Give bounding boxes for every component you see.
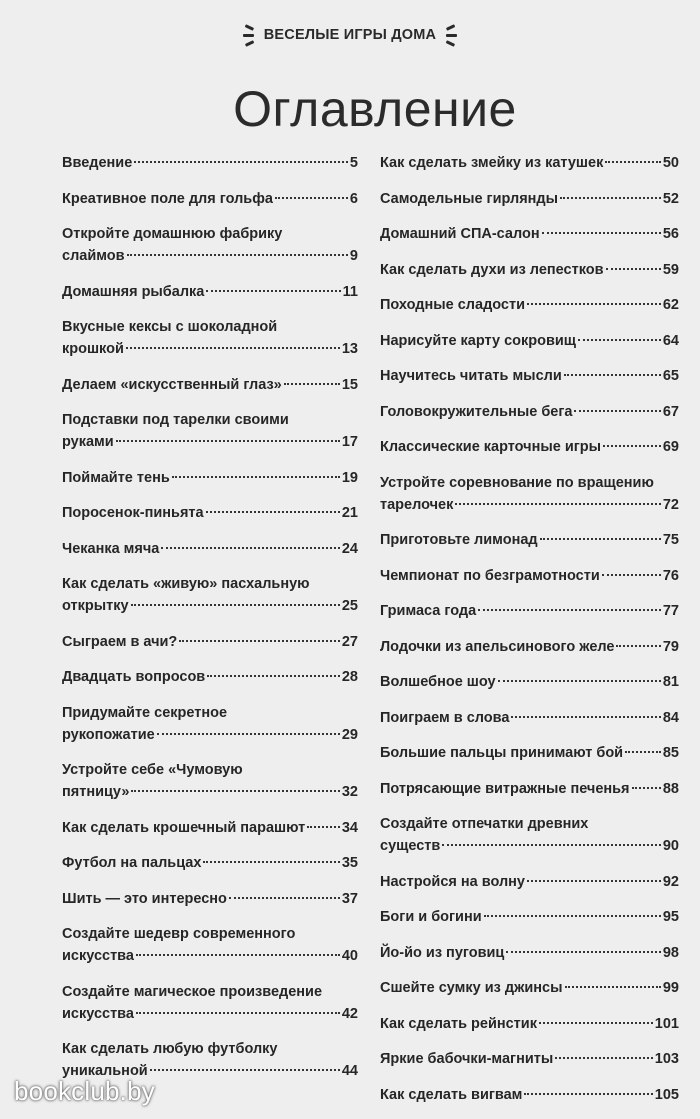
toc-page-number: 72 — [662, 496, 679, 513]
toc-page-number: 24 — [341, 540, 358, 557]
toc-page-number: 105 — [654, 1086, 679, 1103]
toc-entry-line — [380, 152, 679, 174]
toc-entry-line — [380, 188, 679, 210]
toc-entry — [62, 631, 358, 653]
toc-page-number: 15 — [341, 376, 358, 393]
toc-entry — [380, 472, 679, 516]
toc-entry-line — [380, 330, 679, 352]
toc-entry-title-continuation: крошкой — [62, 341, 124, 357]
toc-page-number: 5 — [349, 155, 358, 171]
book-title: ВЕСЕЛЫЕ ИГРЫ ДОМА — [263, 27, 437, 43]
toc-entry-line — [380, 906, 679, 928]
toc-page-number: 44 — [341, 1063, 358, 1079]
running-header — [0, 22, 700, 48]
toc-page-number: 19 — [341, 469, 358, 486]
toc-entry — [62, 281, 358, 303]
toc-entry-line — [380, 529, 679, 551]
toc-entry — [62, 817, 358, 839]
toc-page-number: 42 — [341, 1005, 358, 1022]
toc-entry — [380, 600, 679, 622]
toc-entry-line — [380, 707, 679, 729]
dot-leader — [442, 844, 661, 846]
toc-entry-line — [62, 781, 358, 803]
toc-entry — [62, 573, 358, 617]
toc-page-number: 85 — [662, 745, 679, 761]
dot-leader — [455, 503, 661, 505]
toc-entry-line — [380, 259, 679, 281]
toc-entry-title: Как сделать змейку из катушек — [380, 155, 604, 171]
toc-entry — [62, 223, 358, 267]
dot-leader — [511, 716, 660, 718]
toc-entry-title: Поросенок-пиньята — [62, 505, 204, 521]
toc-entry-line — [380, 365, 679, 387]
toc-page-number: 99 — [662, 980, 679, 996]
toc-entry-line — [380, 835, 679, 857]
toc-entry — [380, 1048, 679, 1070]
toc-entry — [380, 259, 679, 281]
dot-leader — [307, 826, 340, 828]
toc-entry-title: Гримаса года — [380, 603, 477, 619]
toc-page-number: 67 — [662, 403, 679, 420]
dot-leader — [206, 290, 340, 292]
dot-leader — [484, 915, 661, 917]
toc-entry-line — [62, 945, 358, 967]
toc-entry — [380, 365, 679, 387]
toc-entry-line — [380, 671, 679, 693]
toc-entry-line — [62, 666, 358, 688]
toc-entry-title: Как сделать рейнстик — [380, 1015, 537, 1032]
toc-entry-title: Боги и богини — [380, 909, 482, 925]
toc-entry-title: Креативное поле для гольфа — [62, 190, 273, 207]
toc-page-number: 65 — [662, 368, 679, 384]
toc-entry-title: Научитесь читать мысли — [380, 368, 562, 384]
toc-entry-title-continuation: искусства — [62, 948, 134, 964]
dot-leader — [565, 986, 661, 988]
toc-entry-title: Лодочки из апельсинового желе — [380, 638, 615, 655]
page-title: Оглавление — [233, 81, 517, 137]
dot-leader — [172, 476, 340, 478]
toc-entry-title: Приготовьте лимонад — [380, 532, 538, 548]
toc-entry — [380, 294, 679, 316]
toc-entry-title: Создайте отпечатки древних — [380, 816, 589, 832]
toc-entry-title: Самодельные гирлянды — [380, 190, 559, 207]
toc-entry-line — [380, 1013, 679, 1035]
toc-entry — [62, 374, 358, 396]
toc-entry — [62, 702, 358, 746]
toc-entry — [380, 565, 679, 587]
toc-entry-title: Придумайте секретное — [62, 704, 228, 721]
dot-leader — [275, 197, 348, 199]
toc-entry — [380, 152, 679, 174]
toc-entry — [62, 981, 358, 1025]
toc-right-column — [380, 152, 679, 1119]
toc-entry-title: Нарисуйте карту сокровищ — [380, 332, 577, 349]
toc-entry-title: Делаем «искусственный глаз» — [62, 376, 282, 393]
toc-entry-title: Потрясающие витражные печенья — [380, 780, 630, 797]
toc-entry-line — [62, 724, 358, 746]
dot-leader — [632, 787, 661, 789]
toc-entry-line — [62, 431, 358, 453]
dot-leader — [207, 675, 340, 677]
toc-entry — [380, 742, 679, 764]
toc-page-number: 59 — [662, 261, 679, 278]
toc-entry-line — [380, 494, 679, 516]
toc-page-number: 88 — [662, 780, 679, 797]
toc-entry — [62, 888, 358, 910]
toc-page-number: 13 — [341, 341, 358, 357]
toc-entry-title: Как сделать «живую» пасхальную — [62, 576, 310, 592]
toc-page-number: 75 — [662, 532, 679, 548]
toc-entry — [62, 316, 358, 360]
dot-leader — [478, 609, 661, 611]
watermark-text: bookclub.by — [14, 1076, 155, 1106]
toc-entry — [380, 813, 679, 857]
dot-leader — [126, 347, 340, 349]
header-right-burst-icon — [446, 22, 462, 48]
toc-entry-line — [380, 436, 679, 458]
toc-entry-line — [380, 1084, 679, 1106]
dot-leader — [150, 1069, 340, 1071]
toc-page-number: 6 — [349, 190, 358, 207]
toc-entry — [62, 467, 358, 489]
dot-leader — [555, 1057, 653, 1059]
toc-page-number: 37 — [341, 890, 358, 907]
toc-page-number: 21 — [341, 505, 358, 521]
toc-entry-title: Поймайте тень — [62, 469, 170, 486]
dot-leader — [524, 1093, 652, 1095]
toc-entry-title: Походные сладости — [380, 297, 526, 313]
toc-entry-title: Футбол на пальцах — [62, 855, 202, 871]
toc-page-number: 92 — [662, 873, 679, 890]
toc-entry — [380, 223, 679, 245]
dot-leader — [606, 268, 661, 270]
toc-entry — [380, 330, 679, 352]
toc-entry-title: Чеканка мяча — [62, 540, 160, 557]
toc-entry-title-continuation: тарелочек — [380, 496, 454, 513]
toc-entry-title: Настройся на волну — [380, 873, 525, 890]
toc-entry-title: Устройте себе «Чумовую — [62, 762, 243, 778]
toc-entry-title: Откройте домашнюю фабрику — [62, 226, 283, 242]
toc-entry-line — [62, 338, 358, 360]
toc-entry-title-continuation: рукопожатие — [62, 726, 155, 743]
toc-entry — [62, 852, 358, 874]
toc-entry-title-continuation: руками — [62, 434, 114, 450]
toc-page-number: 35 — [341, 855, 358, 871]
toc-entry-line — [380, 1048, 679, 1070]
toc-entry — [62, 409, 358, 453]
dot-leader — [564, 374, 661, 376]
toc-entry-line — [380, 223, 679, 245]
dot-leader — [206, 511, 340, 513]
toc-entry-title: Как сделать вигвам — [380, 1086, 523, 1103]
dot-leader — [625, 751, 661, 753]
toc-entry-title-continuation: слаймов — [62, 248, 125, 264]
toc-entry-title: Домашний СПА-салон — [380, 226, 540, 242]
dot-leader — [578, 339, 661, 341]
toc-entry-title-continuation: искусства — [62, 1005, 134, 1022]
toc-entry-title: Двадцать вопросов — [62, 669, 206, 685]
dot-leader — [134, 161, 348, 163]
toc-entry — [380, 188, 679, 210]
toc-entry-line — [62, 374, 358, 396]
toc-entry-title-continuation: пятницу» — [62, 784, 130, 800]
toc-entry-title: Головокружительные бега — [380, 403, 573, 420]
toc-entry-title: Создайте магическое произведение — [62, 983, 323, 1000]
toc-entry — [380, 871, 679, 893]
toc-entry-line — [62, 888, 358, 910]
toc-entry-line — [62, 188, 358, 210]
toc-entry-title-continuation: открытку — [62, 598, 129, 614]
toc-page-number: 64 — [662, 332, 679, 349]
toc-entry — [380, 671, 679, 693]
toc-page-number: 84 — [662, 709, 679, 726]
toc-entry-title: Домашняя рыбалка — [62, 283, 205, 300]
toc-page-number: 101 — [654, 1015, 679, 1032]
toc-entry — [380, 636, 679, 658]
toc-entry — [380, 942, 679, 964]
toc-entry-title: Введение — [62, 155, 133, 171]
toc-page-number: 50 — [662, 155, 679, 171]
toc-page-number: 9 — [349, 248, 358, 264]
toc-page-number: 79 — [662, 638, 679, 655]
toc-entry-line — [380, 742, 679, 764]
dot-leader — [616, 645, 660, 647]
dot-leader — [203, 861, 339, 863]
dot-leader — [539, 1022, 653, 1024]
dot-leader — [116, 440, 340, 442]
toc-entry — [62, 759, 358, 803]
toc-entry-title: Как сделать крошечный парашют — [62, 819, 306, 836]
toc-entry — [62, 923, 358, 967]
dot-leader — [527, 303, 661, 305]
toc-page-number: 52 — [662, 190, 679, 207]
toc-entry-line — [62, 631, 358, 653]
toc-page-number: 98 — [662, 944, 679, 961]
toc-entry-line — [62, 1003, 358, 1025]
dot-leader — [574, 410, 660, 412]
dot-leader — [229, 897, 340, 899]
dot-leader — [602, 574, 661, 576]
toc-page-number: 29 — [341, 726, 358, 743]
toc-entry — [380, 707, 679, 729]
toc-entry-line — [380, 778, 679, 800]
header-left-burst-icon — [238, 22, 254, 48]
toc-page-number: 103 — [654, 1051, 679, 1067]
toc-entry-title: Вкусные кексы с шоколадной — [62, 319, 278, 335]
toc-page-number: 81 — [662, 674, 679, 690]
toc-entry-line — [62, 502, 358, 524]
toc-entry-title: Йо-йо из пуговиц — [380, 944, 505, 961]
toc-entry-title: Создайте шедевр современного — [62, 926, 296, 942]
toc-entry-line — [62, 152, 358, 174]
dot-leader — [157, 733, 340, 735]
toc-entry-line — [380, 942, 679, 964]
toc-entry-line — [380, 636, 679, 658]
toc-entry-title: Сыграем в ачи? — [62, 633, 178, 650]
toc-page-number: 95 — [662, 909, 679, 925]
toc-entry-line — [380, 600, 679, 622]
toc-entry-title: Волшебное шоу — [380, 674, 496, 690]
dot-leader — [284, 383, 340, 385]
dot-leader — [506, 951, 661, 953]
dot-leader — [527, 880, 661, 882]
toc-entry-title: Как сделать любую футболку — [62, 1041, 278, 1057]
dot-leader — [127, 254, 348, 256]
dot-leader — [161, 547, 340, 549]
toc-entry-title: Большие пальцы принимают бой — [380, 745, 624, 761]
dot-leader — [603, 445, 661, 447]
toc-entry — [62, 666, 358, 688]
toc-entry — [62, 502, 358, 524]
toc-page-number: 17 — [341, 434, 358, 450]
toc-entry — [380, 778, 679, 800]
toc-entry-line — [380, 565, 679, 587]
toc-entry-title: Поиграем в слова — [380, 709, 510, 726]
toc-page-number: 90 — [662, 838, 679, 854]
toc-entry-line — [62, 245, 358, 267]
toc-entry-title: Яркие бабочки-магниты — [380, 1051, 554, 1067]
toc-entry — [380, 906, 679, 928]
toc-entry-line — [380, 294, 679, 316]
dot-leader — [498, 680, 661, 682]
dot-leader — [540, 538, 661, 540]
toc-page-number: 62 — [662, 297, 679, 313]
toc-entry-line — [380, 401, 679, 423]
dot-leader — [136, 1012, 340, 1014]
toc-entry-title: Сшейте сумку из джинсы — [380, 980, 563, 996]
toc-left-column — [62, 152, 358, 1096]
toc-entry-title: Чемпионат по безграмотности — [380, 567, 600, 584]
toc-entry-line — [62, 817, 358, 839]
dot-leader — [560, 197, 661, 199]
toc-page-number: 69 — [662, 439, 679, 455]
toc-entry-title: Классические карточные игры — [380, 439, 602, 455]
toc-entry-line — [62, 538, 358, 560]
dot-leader — [605, 161, 661, 163]
toc-entry-line — [62, 595, 358, 617]
toc-entry — [380, 436, 679, 458]
toc-entry — [380, 1084, 679, 1106]
dot-leader — [179, 640, 340, 642]
toc-page-number: 56 — [662, 226, 679, 242]
toc-entry-line — [380, 871, 679, 893]
toc-entry — [380, 529, 679, 551]
toc-entry-title: Устройте соревнование по вращению — [380, 474, 654, 491]
toc-page-number: 77 — [662, 603, 679, 619]
toc-entry-line — [62, 281, 358, 303]
dot-leader — [542, 232, 661, 234]
toc-page-number: 34 — [341, 819, 358, 836]
toc-page-number: 28 — [341, 669, 358, 685]
toc-entry-line — [62, 467, 358, 489]
toc-page-number: 27 — [341, 633, 358, 650]
toc-entry-title-continuation: существ — [380, 838, 441, 854]
dot-leader — [131, 604, 340, 606]
toc-entry — [380, 1013, 679, 1035]
toc-entry-line — [380, 977, 679, 999]
toc-entry — [62, 188, 358, 210]
toc-entry-title-continuation: уникальной — [62, 1063, 148, 1079]
toc-entry — [62, 152, 358, 174]
toc-page-number: 25 — [341, 598, 358, 614]
toc-entry — [380, 977, 679, 999]
dot-leader — [131, 790, 339, 792]
dot-leader — [136, 954, 340, 956]
toc-entry-title: Как сделать духи из лепестков — [380, 261, 604, 278]
toc-page-number: 32 — [341, 784, 358, 800]
toc-page-number: 11 — [342, 283, 358, 300]
toc-entry — [62, 538, 358, 560]
toc-page-number: 40 — [341, 948, 358, 964]
toc-page-number: 76 — [662, 567, 679, 584]
toc-entry-line — [62, 852, 358, 874]
toc-entry-title: Подставки под тарелки своими — [62, 412, 289, 428]
toc-entry-title: Шить — это интересно — [62, 890, 227, 907]
toc-entry — [380, 401, 679, 423]
